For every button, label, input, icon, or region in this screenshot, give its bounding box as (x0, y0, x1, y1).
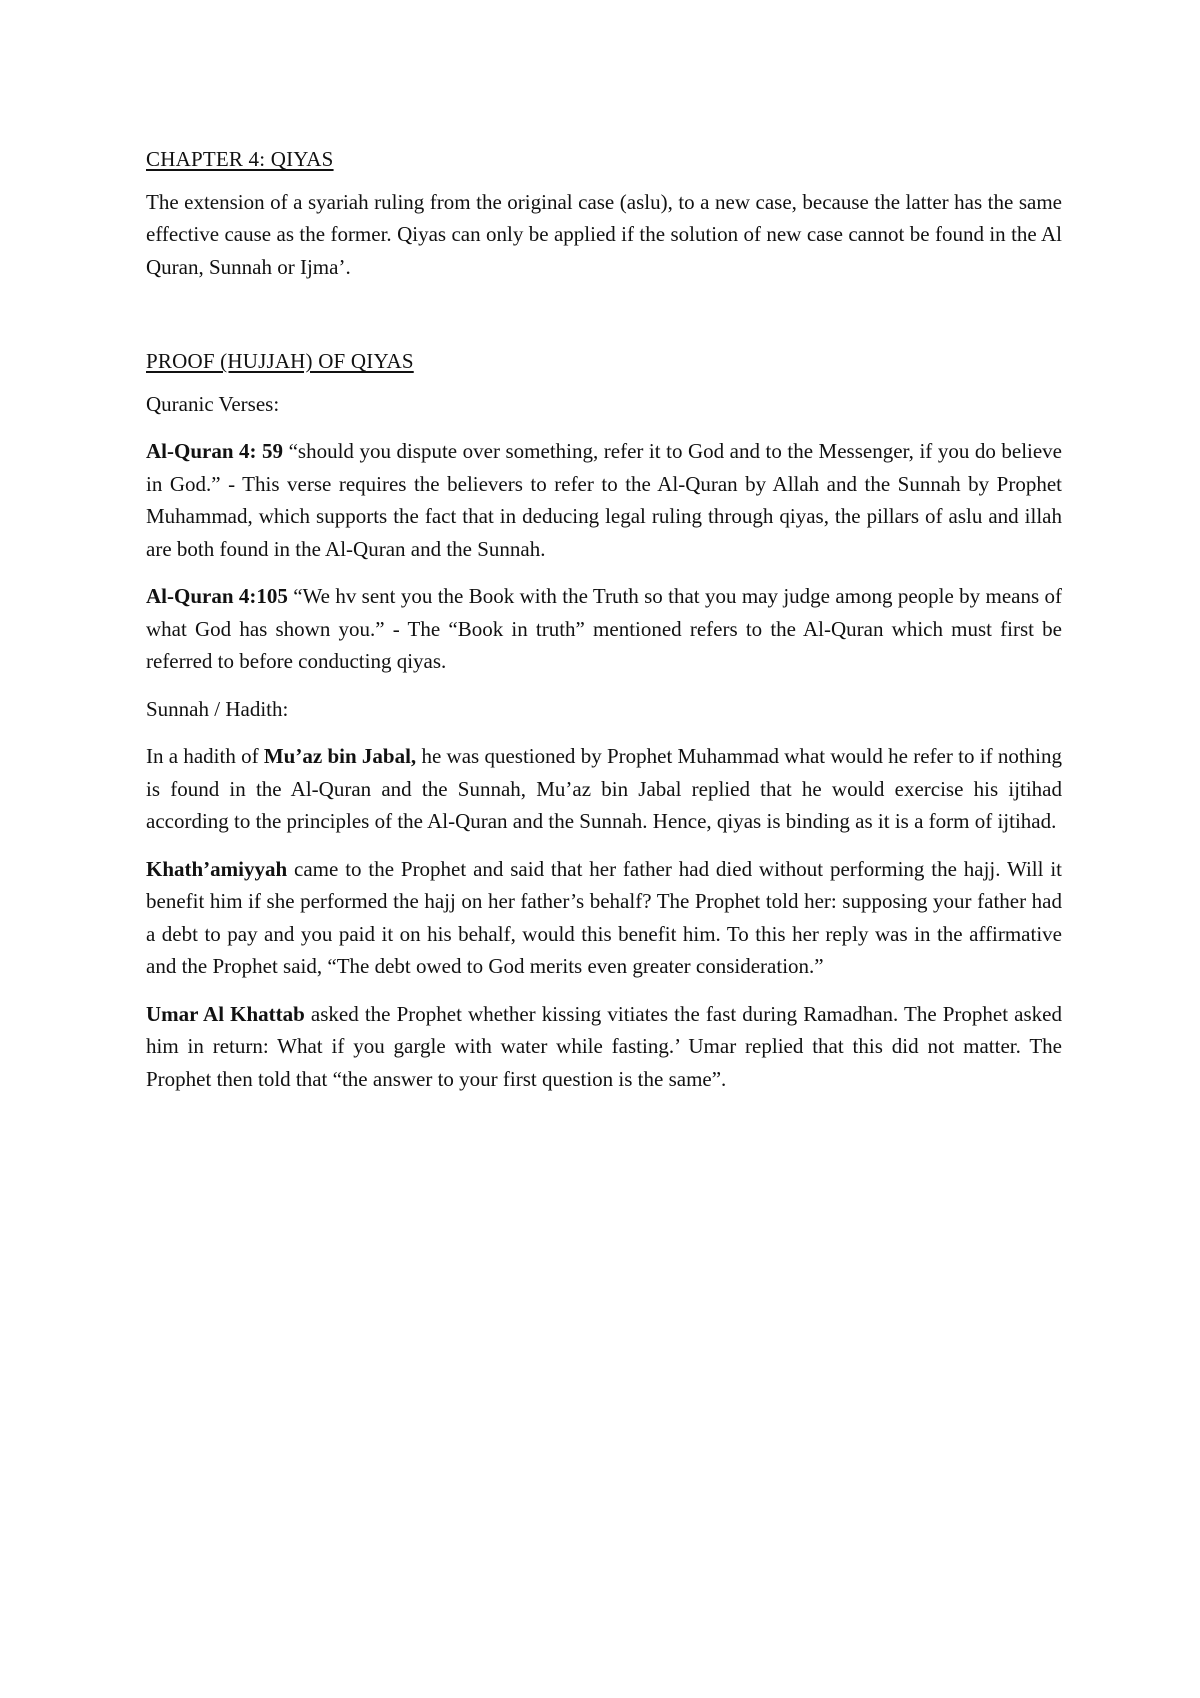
verse-text-1: “should you dispute over something, refer it to God and to the Messenger, if you do believe in God.” - This verse requires the believers to refer to the Al-Quran by Allah and the Sunnah by Prophet Muhammad, which supports the fact that in deducing legal ruling through qiyas, the pillars of aslu and illah are both found in the Al-Quran and the Sunnah. (146, 439, 1063, 561)
verse-text-2: “We hv sent you the Book with the Truth so that you may judge among people by means of what God has shown you.” - The “Book in truth” mentioned refers to the Al-Quran which must first be referred to before conducting qiyas. (146, 584, 1063, 673)
chapter-heading: CHAPTER 4: QIYAS (146, 147, 334, 171)
qiyas-definition: The extension of a syariah ruling from the original case (aslu), to a new case, because the latter has the same effective cause as the former. Qiyas can only be applied if the solution of new case cannot be found in the Al Quran, Sunnah or Ijma’. (146, 189, 1062, 279)
proof-heading: PROOF (HUJJAH) OF QIYAS (146, 349, 414, 373)
verse-paragraph-2 (146, 580, 1062, 678)
verse-ref-2: Al-Quran 4:105 (146, 584, 288, 608)
document-page (146, 143, 1062, 1110)
hadith-pre-1: In a hadith of (146, 744, 264, 768)
quranic-verses-label: Quranic Verses: (146, 391, 280, 416)
verse-ref-1: Al-Quran 4: 59 (146, 439, 284, 463)
hadith-text-1: he was questioned by Prophet Muhammad what would he refer to if nothing is found in the Al-Quran and the Sunnah, Mu’az bin Jabal replied that he would exercise his ijtihad according to the principles of the Al-Quran and the Sunnah. Hence, qiyas is binding as it is a form of ijtihad. (146, 744, 1062, 833)
verse-paragraph-1 (146, 435, 1062, 565)
sunnah-hadith-label: Sunnah / Hadith: (146, 696, 289, 721)
hadith-name-2: Khath’amiyyah (146, 856, 288, 881)
hadith-name-1: Mu’az bin Jabal, (263, 744, 417, 768)
hadith-name-3: Umar Al Khattab (146, 1001, 305, 1026)
hadith-text-2: came to the Prophet and said that her father had died without performing the hajj. Will it benefit him if she performed the hajj on her father’s behalf? The Prophet told her: supposing your father had a debt to pay and you paid it on his behalf, would this benefit him. To this her reply was in the affirmative and the Prophet said, “The debt owed to God merits even greater consideration.” (146, 856, 1062, 978)
hadith-paragraph-2 (146, 853, 1062, 983)
hadith-paragraph-3 (146, 998, 1062, 1096)
hadith-paragraph-1 (146, 740, 1062, 838)
hadith-text-3: asked the Prophet whether kissing vitiates the fast during Ramadhan. The Prophet asked him in return: What if you gargle with water while fasting.’ Umar replied that this did not matter. The Prophet then told that “the answer to your first question is the same”. (146, 1001, 1062, 1091)
